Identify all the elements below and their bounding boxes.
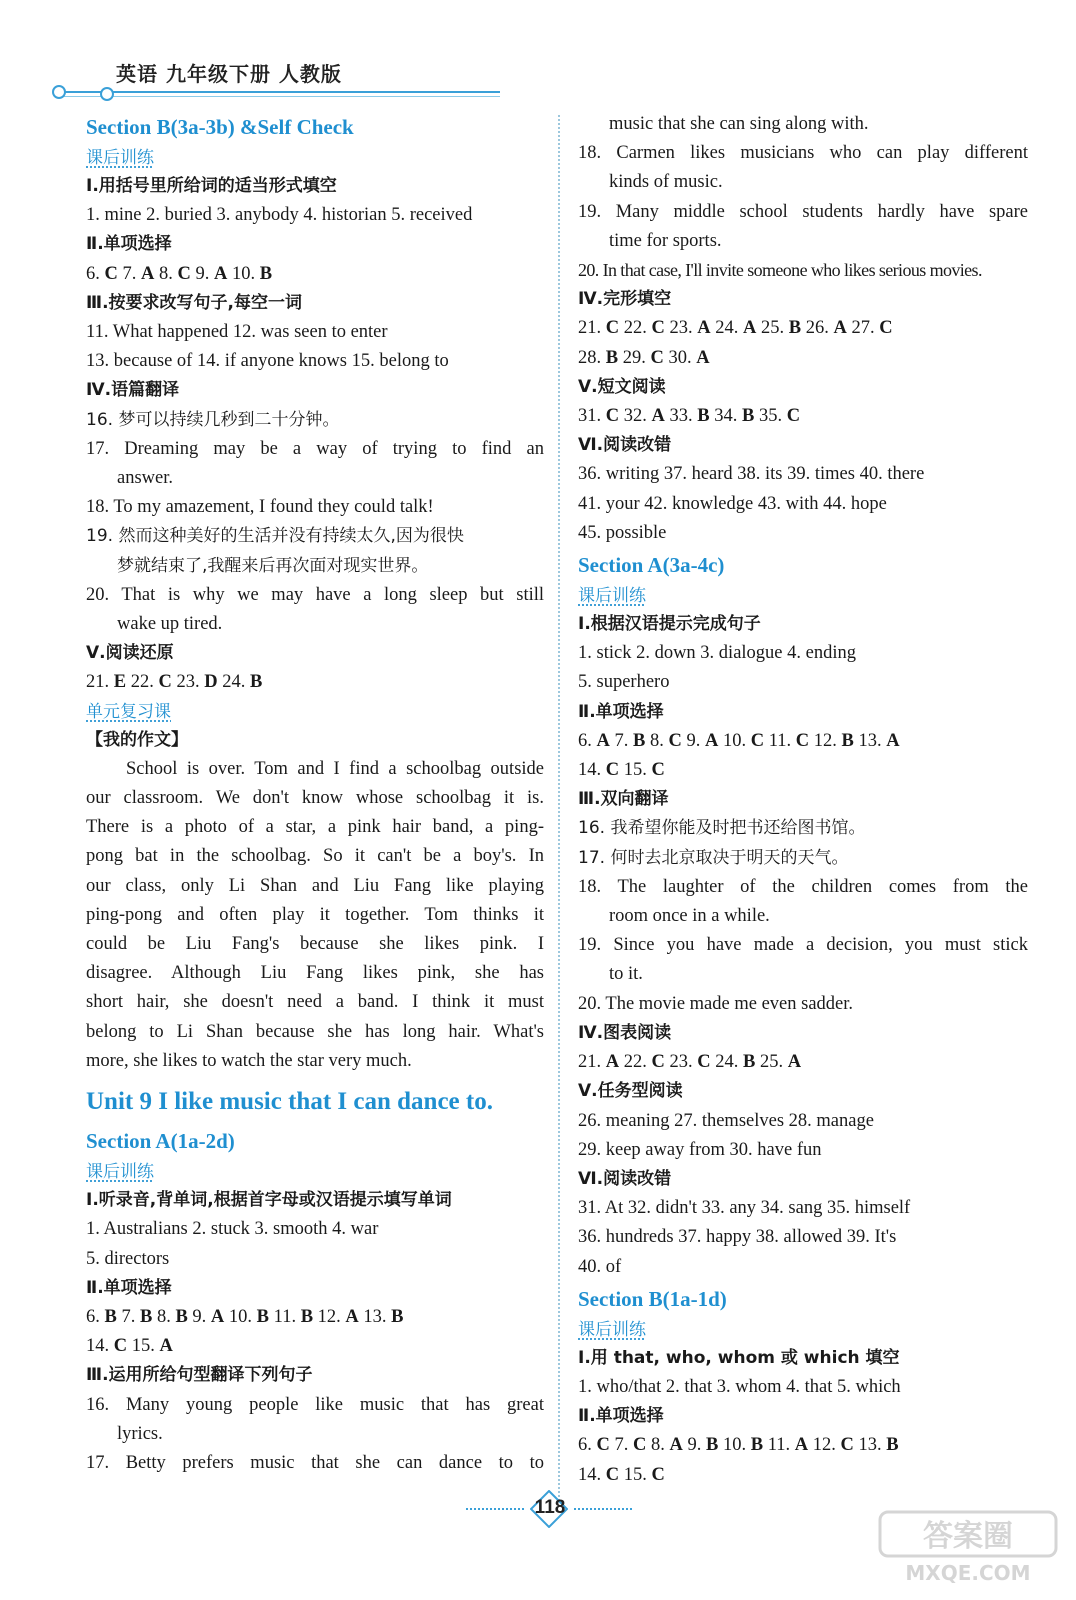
answer-line: 21. C 22. C 23. A 24. A 25. B 26. A 27. C	[578, 318, 893, 339]
text-line: music that she can sing along with.	[609, 114, 869, 134]
answer-line: 28. B 29. C 30. A	[578, 347, 710, 368]
answer-line: 14. C 15. C	[578, 1464, 665, 1485]
header-rule-thin	[62, 96, 500, 97]
text-line: 20. The movie made me even sadder.	[578, 993, 854, 1014]
answer-line: 6. A 7. B 8. C 9. A 10. C 11. C 12. B 13. A	[578, 730, 900, 751]
text-line: 16. Many young people like music that has great	[86, 1394, 544, 1415]
text-line: 1. mine 2. buried 3. anybody 4. historian 5. received	[86, 205, 473, 226]
exercise-heading: Ⅴ.阅读还原	[86, 643, 174, 664]
answer-line: 6. C 7. C 8. A 9. B 10. B 11. A 12. C 13. B	[578, 1435, 899, 1456]
text-line: 19. 然而这种美好的生活并没有持续太久,因为很快	[86, 526, 464, 547]
header-dot-right	[100, 87, 114, 101]
answer-line: 21. E 22. C 23. D 24. B	[86, 672, 263, 693]
subsection-label: 课后训练	[86, 148, 154, 168]
text-line: 17. Dreaming may be a way of trying to find an	[86, 438, 544, 459]
section-title: Section B(3a-3b) &Self Check	[86, 115, 354, 139]
text-line: our classroom. We don't know whose schoolbag it is.	[86, 788, 544, 809]
exercise-heading: Ⅰ.根据汉语提示完成句子	[578, 614, 761, 635]
text-line: disagree. Although Liu Fang likes pink, she has	[86, 963, 544, 984]
answer-line: 31. C 32. A 33. B 34. B 35. C	[578, 406, 801, 427]
text-line: lyrics.	[117, 1423, 163, 1444]
text-line: 18. The laughter of the children comes from the	[578, 876, 1028, 897]
text-line: 1. Australians 2. stuck 3. smooth 4. war	[86, 1219, 379, 1240]
exercise-heading: 【我的作文】	[86, 729, 188, 750]
text-line: answer.	[117, 468, 173, 489]
text-line: room once in a while.	[609, 906, 770, 927]
text-line: 18. To my amazement, I found they could talk!	[86, 497, 434, 518]
text-line: 31. At 32. didn't 33. any 34. sang 35. himself	[578, 1198, 911, 1219]
exercise-heading: Ⅲ.按要求改写句子,每空一词	[86, 292, 302, 313]
exercise-heading: Ⅱ.单项选择	[578, 701, 664, 722]
text-line: 36. hundreds 37. happy 38. allowed 39. It's	[578, 1227, 897, 1248]
text-line: 26. meaning 27. themselves 28. manage	[578, 1110, 874, 1131]
footer-dots-right	[574, 1508, 632, 1510]
svg-text:答案圈: 答案圈	[923, 1519, 1013, 1554]
subsection-label: 单元复习课	[86, 701, 171, 722]
text-line: belong to Li Shan because she has long hair. What's	[86, 1021, 544, 1042]
text-line: 40. of	[578, 1256, 622, 1277]
text-line: 5. directors	[86, 1248, 170, 1269]
subsection-label: 课后训练	[578, 586, 646, 607]
answer-line: 14. C 15. C	[578, 760, 665, 781]
exercise-heading: Ⅱ.单项选择	[86, 234, 172, 255]
header-dot-left	[52, 85, 66, 99]
text-line: 16. 梦可以持续几秒到二十分钟。	[86, 409, 340, 430]
text-line: 梦就结束了,我醒来后再次面对现实世界。	[117, 555, 429, 576]
text-line: our class, only Li Shan and Liu Fang like playing	[86, 875, 544, 896]
text-line: 29. keep away from 30. have fun	[578, 1139, 822, 1160]
text-line: wake up tired.	[117, 614, 223, 635]
left-column	[86, 110, 544, 1478]
text-line: 11. What happened 12. was seen to enter	[86, 322, 388, 343]
exercise-heading: Ⅵ.阅读改错	[578, 1168, 672, 1189]
exercise-heading: Ⅱ.单项选择	[86, 1277, 172, 1298]
text-line: could be Liu Fang's because she likes pink. I	[86, 934, 544, 955]
exercise-heading: Ⅰ.听录音,背单词,根据首字母或汉语提示填写单词	[86, 1190, 452, 1211]
text-line: 19. Since you have made a decision, you must stick	[578, 935, 1028, 956]
text-line: time for sports.	[609, 230, 722, 251]
text-line: short hair, she doesn't need a band. I think it must	[86, 992, 544, 1013]
text-line: 45. possible	[578, 522, 667, 543]
watermark-logo	[878, 1508, 1058, 1588]
text-line: 16. 我希望你能及时把书还给图书馆。	[578, 818, 866, 839]
svg-text:MXQE.COM: MXQE.COM	[905, 1561, 1031, 1585]
text-line: ping-pong and often play it together. Tom thinks it	[86, 904, 544, 925]
exercise-heading: Ⅴ.任务型阅读	[578, 1081, 683, 1102]
subsection-label: 课后训练	[578, 1319, 646, 1340]
section-title: Section B(1a-1d)	[578, 1286, 727, 1311]
text-line: 18. Carmen likes musicians who can play different	[578, 143, 1028, 164]
section-title: Section A(1a-2d)	[86, 1129, 235, 1154]
unit-title: Unit 9 I like music that I can dance to.	[86, 1088, 493, 1116]
exercise-heading: Ⅳ.语篇翻译	[86, 380, 180, 401]
exercise-heading: Ⅲ.双向翻译	[578, 789, 669, 810]
exercise-heading: Ⅱ.单项选择	[578, 1406, 664, 1427]
subsection-label: 课后训练	[86, 1162, 154, 1183]
header-title: 英语 九年级下册 人教版	[116, 62, 342, 86]
answer-line: 6. C 7. A 8. C 9. A 10. B	[86, 263, 273, 284]
text-line: School is over. Tom and I find a schoolbag outside	[126, 758, 544, 779]
page-header	[52, 58, 502, 103]
header-rule	[62, 91, 500, 93]
answer-line: 6. B 7. B 8. B 9. A 10. B 11. B 12. A 13. B	[86, 1306, 404, 1327]
text-line: 41. your 42. knowledge 43. with 44. hope	[578, 493, 887, 514]
page-number: 118	[534, 1497, 566, 1518]
text-line: 20. That is why we may have a long sleep but still	[86, 584, 544, 605]
exercise-heading: Ⅰ.用括号里所给词的适当形式填空	[86, 176, 337, 196]
exercise-heading: Ⅵ.阅读改错	[578, 435, 672, 456]
text-line: 36. writing 37. heard 38. its 39. times 40. there	[578, 464, 925, 485]
text-line: to it.	[609, 964, 643, 985]
exercise-heading: Ⅳ.完形填空	[578, 289, 672, 310]
text-line: 19. Many middle school students hardly have spare	[578, 201, 1028, 222]
exercise-heading: Ⅳ.图表阅读	[578, 1022, 672, 1043]
text-line: pong bat in the schoolbag. So it can't be a boy's. In	[86, 846, 544, 867]
section-title: Section A(3a-4c)	[578, 553, 725, 578]
exercise-heading: Ⅲ.运用所给句型翻译下列句子	[86, 1365, 313, 1386]
text-line: 20. In that case, I'll invite someone who likes serious movies.	[578, 260, 982, 281]
exercise-heading: Ⅴ.短文阅读	[578, 376, 666, 397]
column-divider	[558, 115, 560, 1505]
text-line: 17. 何时去北京取决于明天的天气。	[578, 847, 849, 868]
footer-dots-left	[466, 1508, 524, 1510]
text-line: kinds of music.	[609, 172, 723, 193]
text-line: 1. stick 2. down 3. dialogue 4. ending	[578, 643, 856, 664]
exercise-heading: Ⅰ.用 that, who, whom 或 which 填空	[578, 1347, 900, 1368]
text-line: There is a photo of a star, a pink hair band, a ping-	[86, 817, 544, 838]
text-line: more, she likes to watch the star very much.	[86, 1050, 412, 1071]
text-line: 5. superhero	[578, 672, 670, 693]
text-line: 17. Betty prefers music that she can dance to to	[86, 1452, 544, 1473]
answer-line: 21. A 22. C 23. C 24. B 25. A	[578, 1052, 802, 1073]
right-column	[578, 110, 1028, 1490]
text-line: 13. because of 14. if anyone knows 15. belong to	[86, 351, 449, 372]
text-line: 1. who/that 2. that 3. whom 4. that 5. which	[578, 1376, 901, 1397]
answer-line: 14. C 15. A	[86, 1336, 173, 1357]
